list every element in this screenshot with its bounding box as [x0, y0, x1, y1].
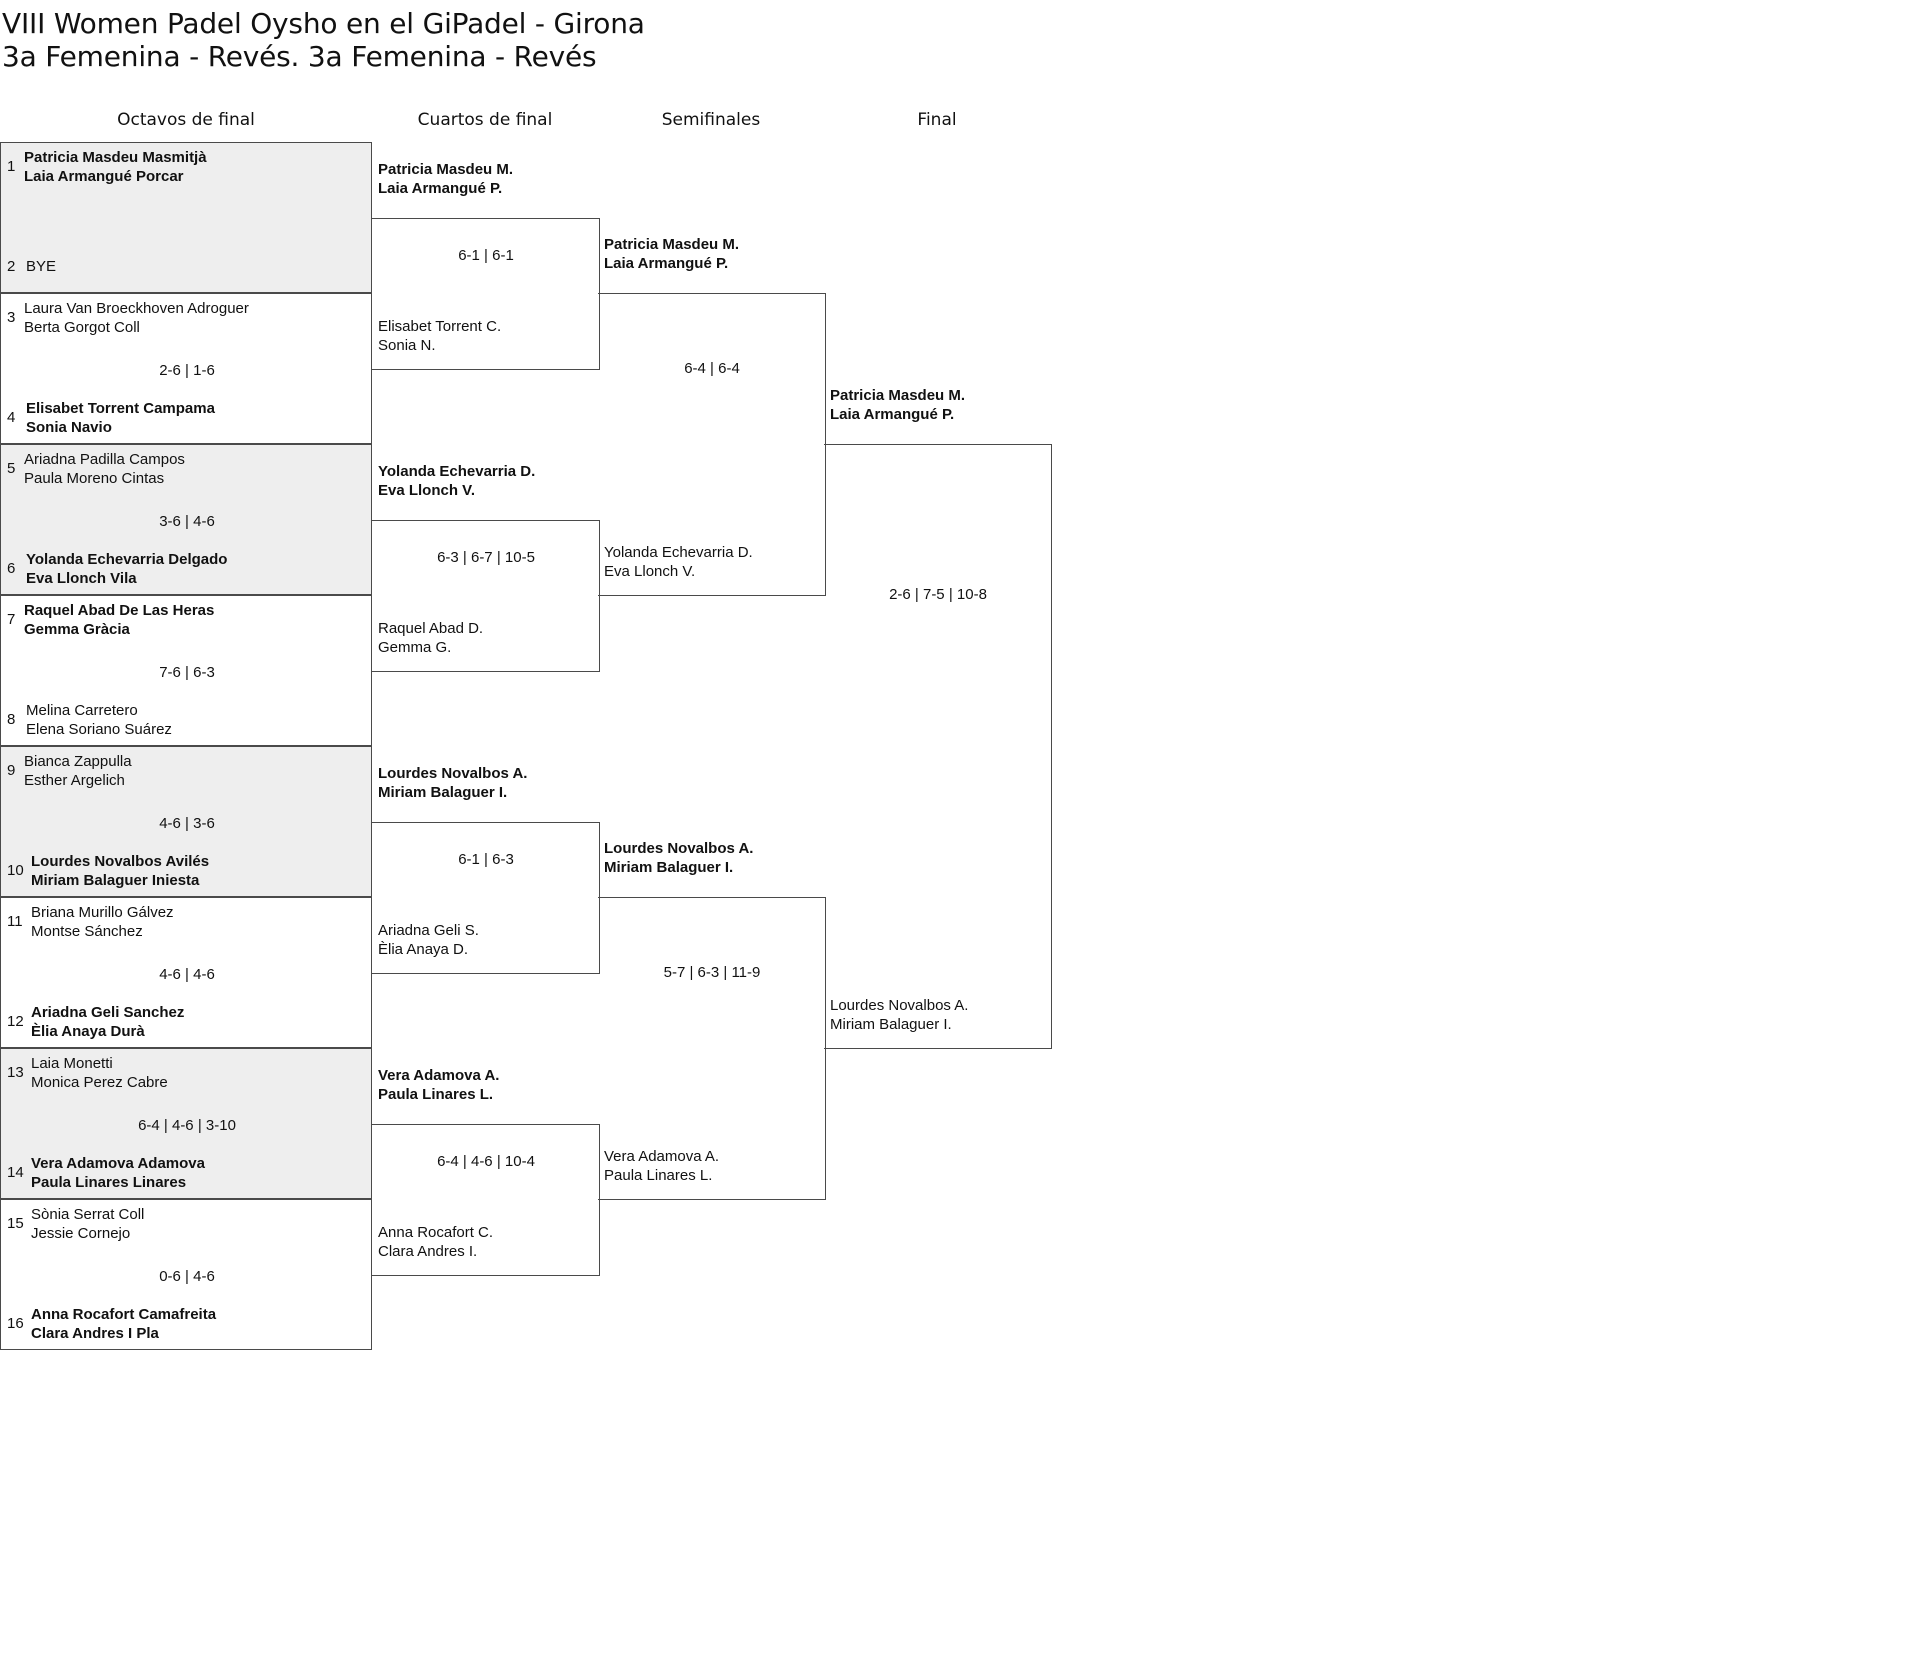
player-name: Ariadna Geli S. — [378, 922, 479, 939]
player-name: Montse Sánchez — [31, 923, 143, 940]
player-name: Clara Andres I Pla — [31, 1325, 159, 1342]
seed-number: 7 — [7, 611, 16, 628]
player-name: Èlia Anaya D. — [378, 941, 469, 958]
sf-team-top — [604, 839, 753, 877]
team-top — [24, 450, 185, 488]
r16-match — [0, 142, 372, 293]
player-name: Anna Rocafort Camafreita — [31, 1306, 217, 1323]
seed-number: 4 — [7, 409, 16, 426]
player-name: Vera Adamova A. — [604, 1148, 720, 1165]
player-name: Vera Adamova A. — [378, 1067, 500, 1084]
round-header-final: Final — [917, 110, 957, 130]
player-name: Patricia Masdeu M. — [378, 161, 514, 178]
match-score: 4-6 | 3-6 — [159, 815, 215, 832]
team-bottom — [31, 1003, 184, 1041]
round-header-r16: Octavos de final — [117, 110, 255, 130]
player-name: Gemma Gràcia — [24, 621, 130, 638]
r16-match — [0, 293, 372, 444]
team-bottom — [31, 1305, 216, 1343]
qf-team-bottom — [378, 921, 479, 959]
match-score: 0-6 | 4-6 — [159, 1268, 215, 1285]
player-name: BYE — [26, 258, 57, 275]
sf-team-top — [604, 235, 739, 273]
match-score: 6-4 | 6-4 — [684, 360, 740, 377]
player-name: Lourdes Novalbos A. — [378, 765, 528, 782]
team-top — [24, 148, 207, 186]
round-header-qf: Cuartos de final — [417, 110, 553, 130]
player-name: Patricia Masdeu M. — [604, 236, 740, 253]
seed-number: 11 — [7, 913, 23, 930]
team-bottom — [26, 701, 172, 739]
seed-number: 12 — [7, 1013, 24, 1030]
sf-team-bottom — [604, 1147, 719, 1185]
round-header-sf: Semifinales — [661, 110, 761, 130]
team-bottom — [26, 257, 56, 276]
final-team-top — [830, 386, 965, 424]
qf-team-top — [378, 764, 527, 802]
qf-team-bottom — [378, 1223, 493, 1261]
seed-number: 6 — [7, 560, 16, 577]
player-name: Yolanda Echevarria D. — [378, 463, 536, 480]
qf-team-top — [378, 462, 535, 500]
r16-match — [0, 444, 372, 595]
sf-team-bottom — [604, 543, 753, 581]
team-top — [24, 299, 249, 337]
qf-team-bottom — [378, 317, 501, 355]
player-name: Elisabet Torrent C. — [378, 318, 502, 335]
player-name: Eva Llonch V. — [378, 482, 475, 499]
player-name: Laura Van Broeckhoven Adroguer — [24, 300, 249, 317]
player-name: Yolanda Echevarria Delgado — [26, 551, 228, 568]
seed-number: 9 — [7, 762, 16, 779]
team-bottom — [26, 399, 215, 437]
player-name: Èlia Anaya Durà — [31, 1023, 145, 1040]
r16-match — [0, 1199, 372, 1350]
team-bottom — [26, 550, 227, 588]
player-name: Bianca Zappulla — [24, 753, 132, 770]
r16-match — [0, 897, 372, 1048]
player-name: Sònia Serrat Coll — [31, 1206, 145, 1223]
seed-number: 8 — [7, 711, 16, 728]
team-top — [24, 601, 214, 639]
player-name: Raquel Abad De Las Heras — [24, 602, 215, 619]
player-name: Miriam Balaguer I. — [604, 859, 734, 876]
team-top — [31, 1054, 168, 1092]
player-name: Paula Moreno Cintas — [24, 470, 165, 487]
player-name: Anna Rocafort C. — [378, 1224, 494, 1241]
player-name: Paula Linares L. — [604, 1167, 713, 1184]
seed-number: 3 — [7, 309, 16, 326]
player-name: Gemma G. — [378, 639, 452, 656]
player-name: Yolanda Echevarria D. — [604, 544, 753, 561]
player-name: Paula Linares Linares — [31, 1174, 187, 1191]
player-name: Eva Llonch V. — [604, 563, 696, 580]
seed-number: 10 — [7, 862, 24, 879]
player-name: Sonia N. — [378, 337, 436, 354]
tournament-title: VIII Women Padel Oysho en el GiPadel - Girona — [2, 7, 645, 40]
player-name: Briana Murillo Gálvez — [31, 904, 174, 921]
player-name: Miriam Balaguer I. — [378, 784, 508, 801]
player-name: Patricia Masdeu M. — [830, 387, 966, 404]
r16-match — [0, 746, 372, 897]
player-name: Elisabet Torrent Campama — [26, 400, 215, 417]
seed-number: 1 — [7, 158, 16, 175]
player-name: Laia Armangué P. — [604, 255, 729, 272]
player-name: Eva Llonch Vila — [26, 570, 137, 587]
final-team-bottom — [830, 996, 968, 1034]
player-name: Elena Soriano Suárez — [26, 721, 172, 738]
r16-match — [0, 1048, 372, 1199]
player-name: Esther Argelich — [24, 772, 125, 789]
final-match-box — [824, 444, 1052, 1049]
player-name: Lourdes Novalbos Avilés — [31, 853, 210, 870]
match-score: 6-4 | 4-6 | 10-4 — [437, 1153, 535, 1170]
player-name: Miriam Balaguer Iniesta — [31, 872, 200, 889]
player-name: Jessie Cornejo — [31, 1225, 131, 1242]
team-top — [31, 1205, 144, 1243]
player-name: Laia Armangué P. — [830, 406, 955, 423]
seed-number: 15 — [7, 1215, 24, 1232]
player-name: Ariadna Padilla Campos — [24, 451, 185, 468]
player-name: Berta Gorgot Coll — [24, 319, 140, 336]
player-name: Clara Andres I. — [378, 1243, 478, 1260]
player-name: Melina Carretero — [26, 702, 138, 719]
seed-number: 2 — [7, 258, 16, 275]
player-name: Patricia Masdeu Masmitjà — [24, 149, 207, 166]
player-name: Miriam Balaguer I. — [830, 1016, 952, 1033]
player-name: Laia Monetti — [31, 1055, 113, 1072]
seed-number: 16 — [7, 1315, 24, 1332]
match-score: 6-3 | 6-7 | 10-5 — [437, 549, 535, 566]
team-bottom — [31, 1154, 205, 1192]
team-top — [31, 903, 174, 941]
player-name: Monica Perez Cabre — [31, 1074, 168, 1091]
qf-team-bottom — [378, 619, 483, 657]
player-name: Lourdes Novalbos A. — [604, 840, 754, 857]
player-name: Laia Armangué P. — [378, 180, 503, 197]
qf-team-top — [378, 1066, 499, 1104]
match-score: 2-6 | 7-5 | 10-8 — [889, 586, 987, 603]
team-top — [24, 752, 132, 790]
team-bottom — [31, 852, 209, 890]
player-name: Lourdes Novalbos A. — [830, 997, 969, 1014]
seed-number: 14 — [7, 1164, 24, 1181]
match-score: 5-7 | 6-3 | 11-9 — [663, 964, 761, 981]
match-score: 4-6 | 4-6 — [159, 966, 215, 983]
player-name: Vera Adamova Adamova — [31, 1155, 205, 1172]
qf-team-top — [378, 160, 513, 198]
player-name: Raquel Abad D. — [378, 620, 484, 637]
match-score: 6-1 | 6-1 — [458, 247, 514, 264]
match-score: 2-6 | 1-6 — [159, 362, 215, 379]
match-score: 6-1 | 6-3 — [458, 851, 514, 868]
player-name: Ariadna Geli Sanchez — [31, 1004, 185, 1021]
player-name: Paula Linares L. — [378, 1086, 494, 1103]
category-title: 3a Femenina - Revés. 3a Femenina - Revés — [2, 40, 597, 73]
match-score: 3-6 | 4-6 — [159, 513, 215, 530]
seed-number: 13 — [7, 1064, 24, 1081]
player-name: Sonia Navio — [26, 419, 112, 436]
match-score: 7-6 | 6-3 — [159, 664, 215, 681]
r16-match — [0, 595, 372, 746]
player-name: Laia Armangué Porcar — [24, 168, 184, 185]
seed-number: 5 — [7, 460, 16, 477]
match-score: 6-4 | 4-6 | 3-10 — [138, 1117, 236, 1134]
